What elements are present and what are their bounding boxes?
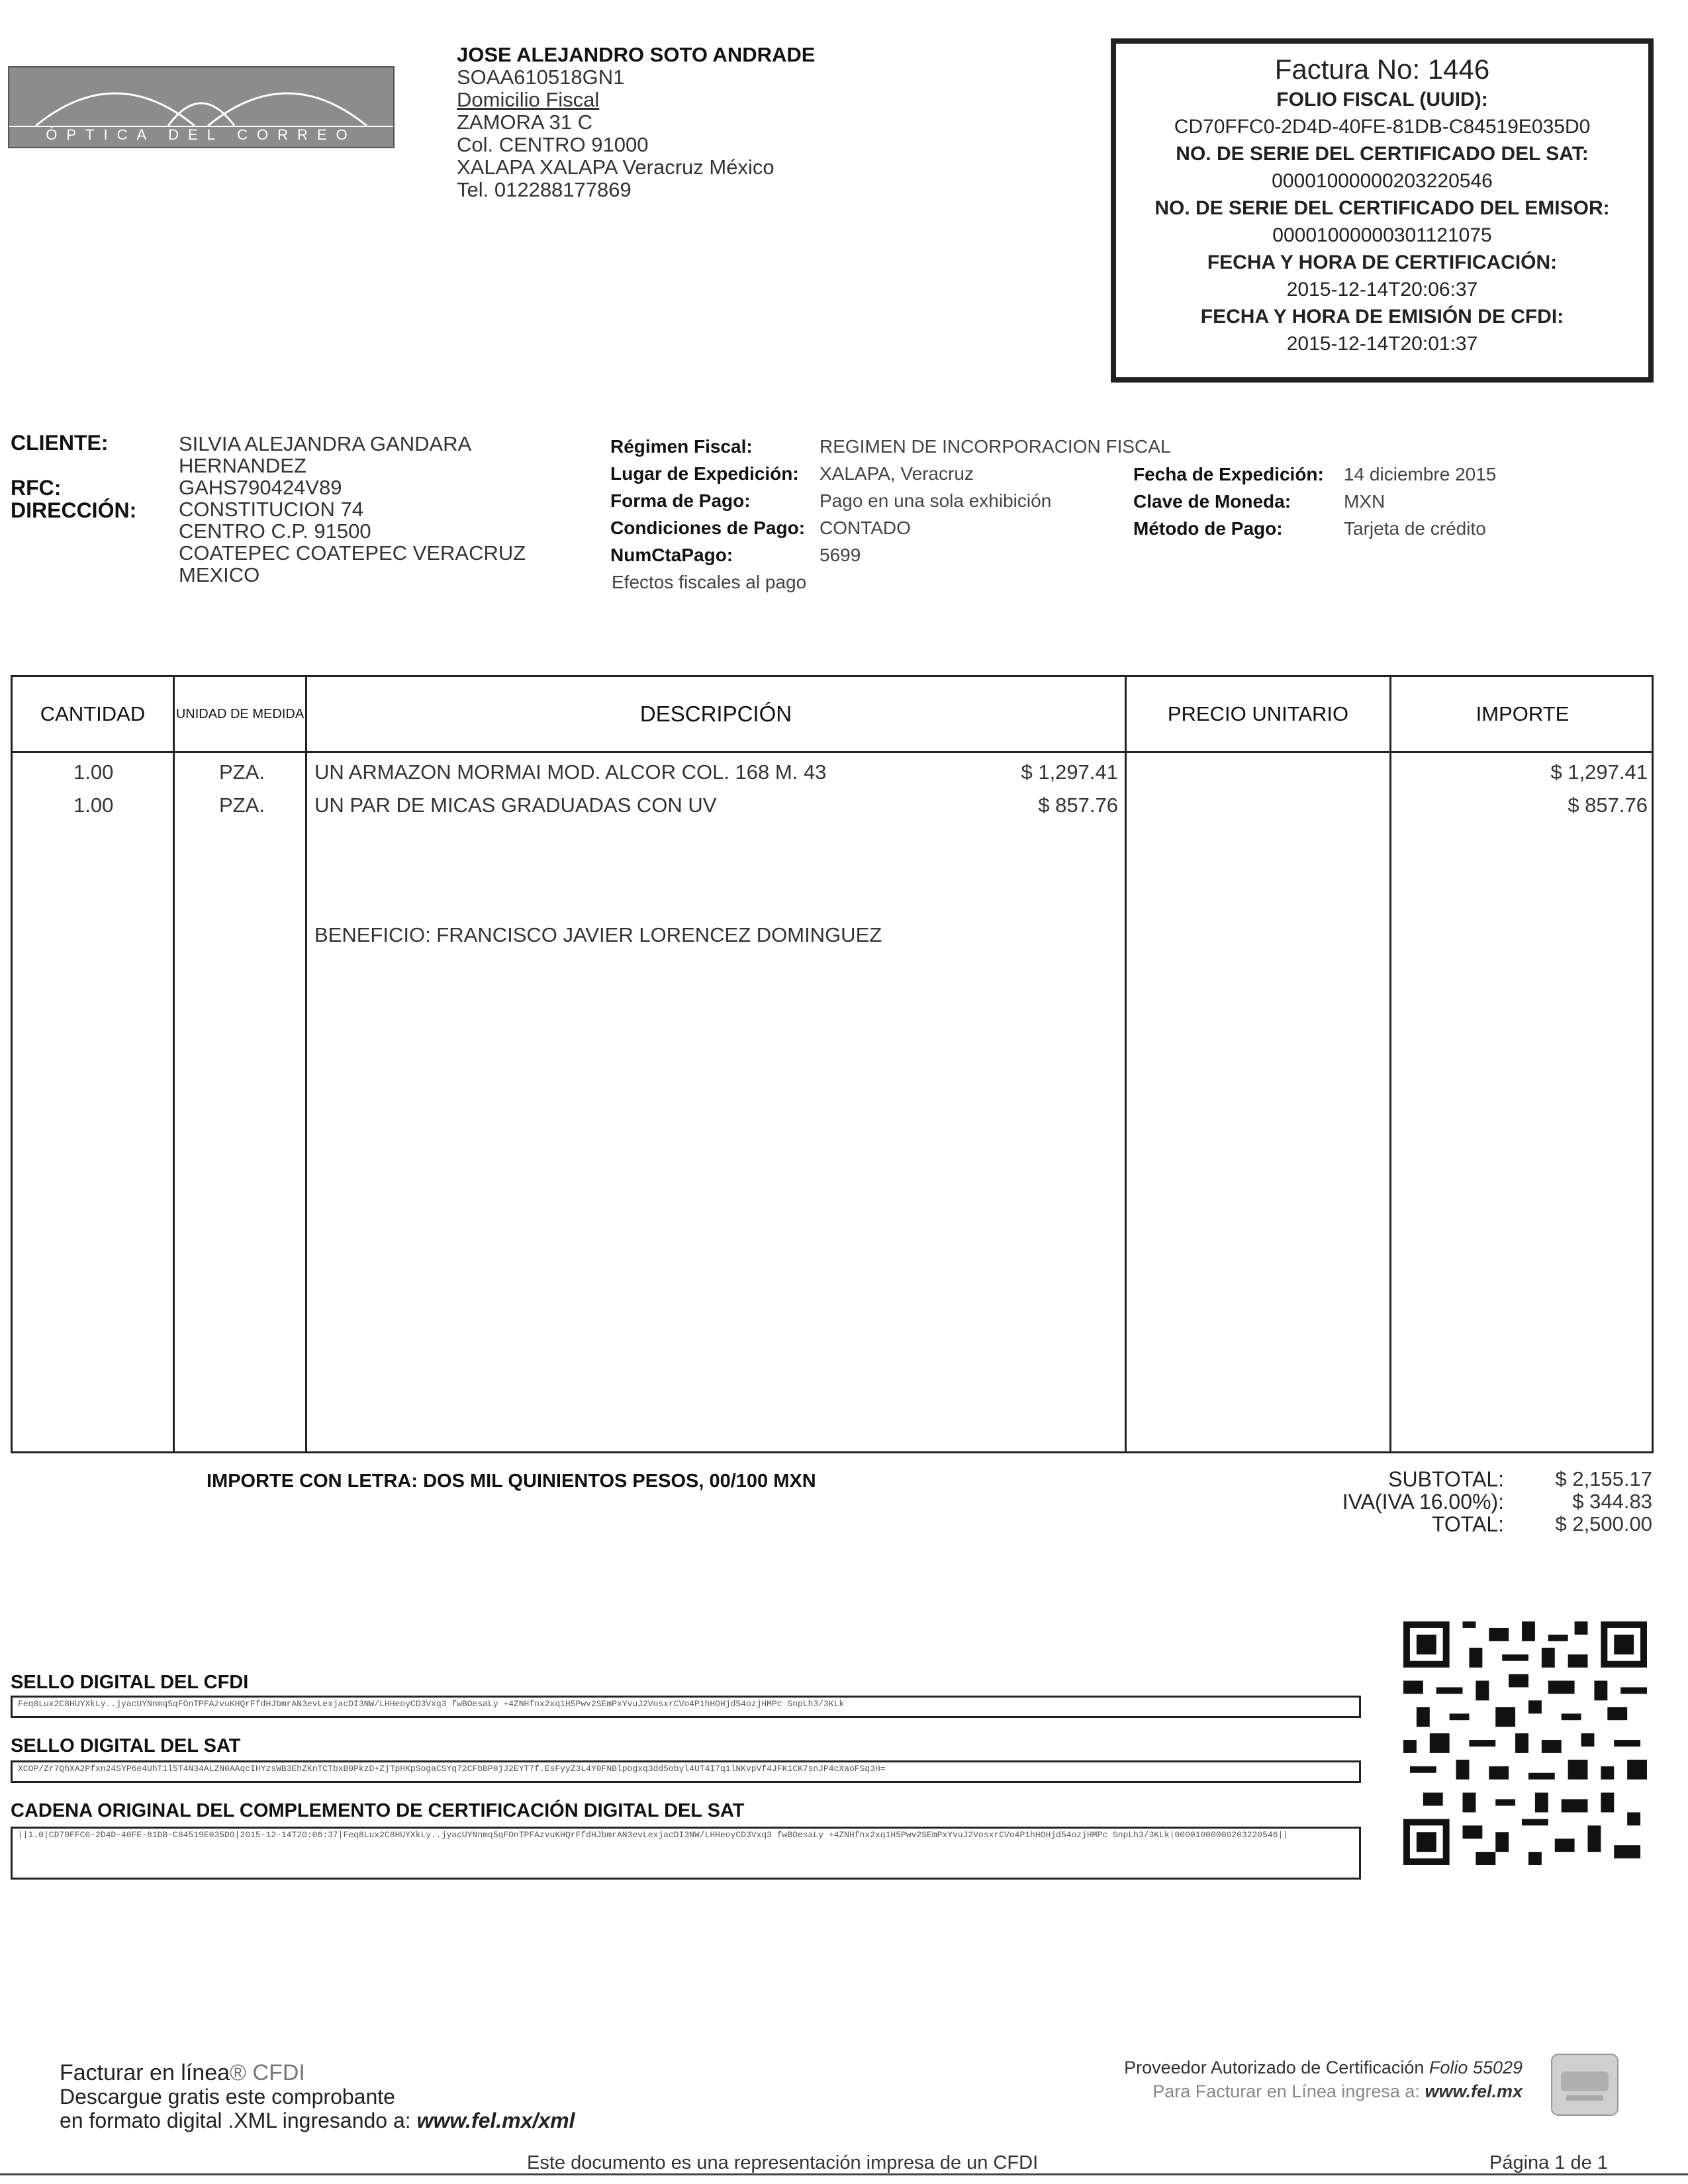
- footer-left: [60, 2061, 575, 2132]
- footer-line-1: Descargue gratis este comprobante: [60, 2085, 395, 2109]
- qr-code: [1403, 1621, 1647, 1865]
- issuer-city: XALAPA XALAPA Veracruz México: [457, 156, 774, 179]
- serie-sat-value: 00001000000203220546: [1272, 170, 1493, 192]
- provider-folio: Folio 55029: [1429, 2058, 1523, 2077]
- col-divider: [1125, 677, 1127, 1451]
- serie-emisor-value: 00001000000301121075: [1272, 224, 1492, 246]
- letra-value: DOS MIL QUINIENTOS PESOS, 00/100 MXN: [423, 1471, 816, 1492]
- forma-value: Pago en una sola exhibición: [820, 490, 1052, 511]
- cert-value: 2015-12-14T20:06:37: [1286, 279, 1478, 300]
- invoice-number: Factura No: 1446: [1274, 54, 1490, 85]
- col-divider: [305, 677, 307, 1451]
- fel-link[interactable]: www.fel.mx: [1425, 2081, 1523, 2101]
- moneda-label: Clave de Moneda:: [1133, 491, 1291, 512]
- emision-label: FECHA Y HORA DE EMISIÓN DE CFDI:: [1200, 306, 1564, 328]
- provider-sub-text: Para Facturar en Línea ingresa a:: [1152, 2081, 1420, 2101]
- footer-line-2: [60, 2109, 575, 2132]
- items-table: [11, 675, 1654, 1453]
- header-precio: PRECIO UNITARIO: [1167, 702, 1349, 725]
- xml-link[interactable]: www.fel.mx/xml: [416, 2109, 575, 2132]
- row-2-importe: $ 857.76: [1568, 794, 1648, 817]
- importe-con-letra: [207, 1471, 816, 1492]
- issuer-name: JOSE ALEJANDRO SOTO ANDRADE: [457, 43, 816, 66]
- client-name-1: SILVIA ALEJANDRA GANDARA: [179, 432, 472, 455]
- row-2-cantidad: 1.00: [73, 794, 114, 817]
- provider-line: [993, 2056, 1523, 2079]
- client-name-2: HERNANDEZ: [179, 454, 306, 477]
- rfc-label: RFC:: [11, 476, 62, 500]
- moneda-value: MXN: [1344, 491, 1385, 512]
- issuer-phone: Tel. 012288177869: [457, 178, 632, 201]
- col-divider: [1389, 677, 1391, 1451]
- footer-right: [993, 2056, 1523, 2103]
- footer-line-2-prefix: en formato digital .XML ingresando a:: [60, 2109, 411, 2132]
- fecha-value: 14 diciembre 2015: [1344, 464, 1497, 484]
- row-1-precio: $ 1,297.41: [1021, 760, 1118, 784]
- subtotal-value: $ 2,155.17: [1555, 1467, 1652, 1490]
- cadena-value: ||1.0|CD70FFC0-2D4D-40FE-81DB-C84519E035D0|2015-12-14T20:06:37|Feq8Lux2C8HUYXkLy..jyacUYNnmq5qFOnTPFAzvuKHQrFfdHJbmrAN3evLexjacDI3NW/LHHeoyCD3Vxq3 fwBOesaLy +4ZNHfnx2xq1H5Pwv2SEmPxYvuJ2VosxrCVo4P1hHOHjd54ozjHMPc SnpLh3/3KLk|00001000000203220546||: [11, 1827, 1361, 1880]
- emision-value: 2015-12-14T20:01:37: [1286, 333, 1478, 355]
- fiscal-labels-2: [1133, 461, 1324, 542]
- forma-label: Forma de Pago:: [610, 490, 751, 511]
- client-labels: [11, 432, 136, 522]
- folio-value: CD70FFC0-2D4D-40FE-81DB-C84519E035D0: [1174, 116, 1591, 138]
- sello-cfdi-label: SELLO DIGITAL DEL CFDI: [11, 1672, 249, 1693]
- lugar-value: XALAPA, Veracruz: [820, 463, 974, 484]
- lugar-label: Lugar de Expedición:: [610, 463, 799, 484]
- efectos-fiscales: Efectos fiscales al pago: [612, 572, 807, 592]
- row-1-cantidad: 1.00: [73, 760, 114, 784]
- header-divider: [13, 751, 1652, 753]
- domicilio-label: Domicilio Fiscal: [457, 88, 600, 111]
- row-2-unidad: PZA.: [219, 794, 265, 817]
- regimen-value: REGIMEN DE INCORPORACION FISCAL: [820, 436, 1171, 457]
- row-1-importe: $ 1,297.41: [1550, 760, 1648, 784]
- iva-value: $ 344.83: [1572, 1490, 1652, 1513]
- sello-sat-value: XCOP/Zr7QhXA2Pfxn24SYP6e4UhT1l5T4N34ALZN0AAqcIHYzsWB3EhZKnTCTbxB0PkzD+ZjTpHKpSogaCSYq72CFbBP0jJ2EYT7f.EsFyyZ3L4Y0FNBlpogxq3dd5obyl4UT4I7q1lNKvpVf4JFK1CK7snJP4cXaoFSq3H=: [11, 1760, 1361, 1783]
- regimen-label: Régimen Fiscal:: [610, 436, 753, 457]
- client-address-3: COATEPEC COATEPEC VERACRUZ: [179, 541, 526, 565]
- cadena-label: CADENA ORIGINAL DEL COMPLEMENTO DE CERTIFICACIÓN DIGITAL DEL SAT: [11, 1800, 745, 1821]
- iva-label: IVA(IVA 16.00%):: [1342, 1490, 1504, 1514]
- metodo-value: Tarjeta de crédito: [1344, 518, 1486, 539]
- subtotal-label: SUBTOTAL:: [1388, 1467, 1504, 1491]
- col-divider: [173, 677, 175, 1451]
- header-unidad: UNIDAD DE MEDIDA: [175, 707, 305, 721]
- sello-sat-label: SELLO DIGITAL DEL SAT: [11, 1735, 241, 1756]
- folio-label: FOLIO FISCAL (UUID):: [1276, 89, 1488, 111]
- issuer-block: [457, 44, 815, 201]
- fiscal-values-2: [1344, 461, 1496, 542]
- issuer-colonia: Col. CENTRO 91000: [457, 133, 649, 156]
- fiscal-labels: [610, 433, 805, 569]
- numcta-label: NumCtaPago:: [610, 545, 733, 565]
- header-descripcion: DESCRIPCIÓN: [639, 702, 792, 726]
- cliente-label: CLIENTE:: [11, 431, 109, 455]
- beneficio-note: BENEFICIO: FRANCISCO JAVIER LORENCEZ DOMINGUEZ: [314, 923, 882, 946]
- numcta-value: 5699: [820, 545, 861, 565]
- serie-emisor-label: NO. DE SERIE DEL CERTIFICADO DEL EMISOR:: [1154, 197, 1610, 219]
- total-value: $ 2,500.00: [1555, 1512, 1652, 1535]
- condiciones-value: CONTADO: [820, 518, 911, 538]
- fel-brand-name: Facturar en línea: [60, 2060, 230, 2085]
- fel-brand-mark: ® CFDI: [230, 2060, 305, 2085]
- representation-note: Este documento es una representación impresa de un CFDI: [527, 2152, 1039, 2173]
- provider-sub-line: [993, 2079, 1523, 2103]
- header-importe: IMPORTE: [1476, 702, 1570, 725]
- client-address-1: CONSTITUCION 74: [179, 498, 364, 521]
- row-1-descripcion: UN ARMAZON MORMAI MOD. ALCOR COL. 168 M. 43: [314, 760, 827, 784]
- direccion-label: DIRECCIÓN:: [11, 498, 137, 522]
- logo-text: ÓPTICA DEL CORREO: [9, 126, 393, 144]
- bottom-rule: [0, 2173, 1688, 2175]
- fiscal-values: [820, 433, 1171, 569]
- condiciones-label: Condiciones de Pago:: [610, 518, 806, 538]
- metodo-label: Método de Pago:: [1133, 518, 1283, 539]
- sello-cfdi-value: Feq8Lux2C8HUYXkLy..jyacUYNnmq5qFOnTPFAzvuKHQrFfdHJbmrAN3evLexjacDI3NW/LHHeoyCD3Vxq3 fwBOesaLy +4ZNHfnx2xq1H5Pwv2SEmPxYvuJ2VosxrCVo4P1hHOHjd54ozjHMPc SnpLh3/3KLk: [11, 1696, 1361, 1718]
- row-1-unidad: PZA.: [219, 760, 265, 784]
- fecha-label: Fecha de Expedición:: [1133, 464, 1324, 484]
- client-values: [179, 433, 526, 586]
- serie-sat-label: NO. DE SERIE DEL CERTIFICADO DEL SAT:: [1176, 143, 1589, 165]
- sat-seal-icon: [1549, 2052, 1620, 2118]
- letra-label: IMPORTE CON LETRA:: [207, 1471, 418, 1492]
- page-number: Página 1 de 1: [1489, 2152, 1608, 2173]
- totals-labels: [1271, 1468, 1504, 1535]
- invoice-info-box: [1111, 38, 1654, 383]
- row-2-descripcion: UN PAR DE MICAS GRADUADAS CON UV: [314, 794, 717, 817]
- totals-values: [1511, 1468, 1652, 1535]
- issuer-rfc: SOAA610518GN1: [457, 66, 625, 89]
- total-label: TOTAL:: [1431, 1512, 1504, 1536]
- row-2-precio: $ 857.76: [1038, 794, 1118, 817]
- provider-text: Proveedor Autorizado de Certificación: [1124, 2058, 1425, 2077]
- fel-brand: [60, 2061, 575, 2085]
- header-cantidad: CANTIDAD: [40, 702, 146, 725]
- cert-label: FECHA Y HORA DE CERTIFICACIÓN:: [1207, 251, 1558, 273]
- company-logo: [8, 66, 395, 148]
- client-address-4: MEXICO: [179, 563, 260, 586]
- issuer-street: ZAMORA 31 C: [457, 111, 592, 134]
- client-rfc: GAHS790424V89: [179, 476, 342, 499]
- client-address-2: CENTRO C.P. 91500: [179, 520, 371, 543]
